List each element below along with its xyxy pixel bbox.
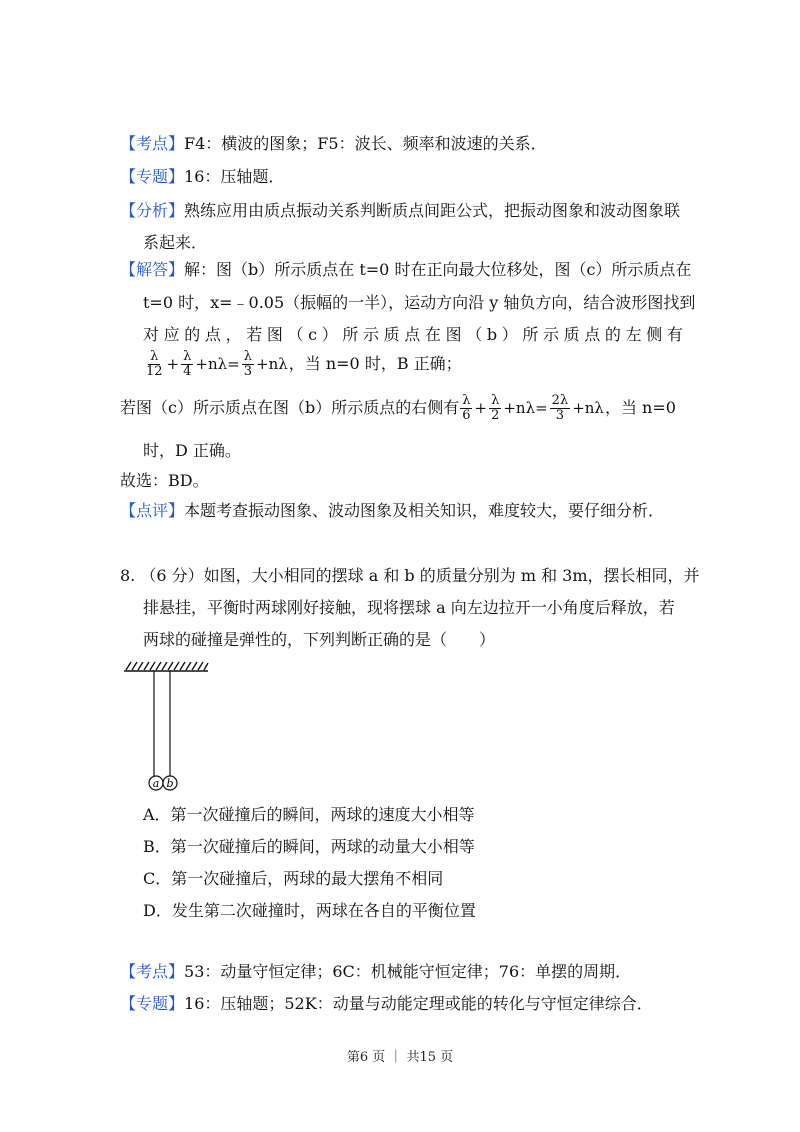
option-a: A．第一次碰撞后的瞬间，两球的速度大小相等 <box>143 805 475 824</box>
dianping-tag: 【点评】 <box>120 501 185 520</box>
kaodian-tag: 【考点】 <box>120 134 185 153</box>
zhuanti-2-line <box>120 993 653 1015</box>
option-c: C．第一次碰撞后，两球的最大摆角不相同 <box>143 869 444 888</box>
jieda-line-3-char: ） <box>501 325 518 344</box>
fraction: $\frac{\lambda}{3}$ <box>243 349 252 379</box>
jieda-line-2: t=0 时，x=﹣0.05（振幅的一半），运动方向沿 y 轴负方向，结合波形图找到 <box>143 293 696 312</box>
zhuanti-tag: 【专题】 <box>120 167 185 186</box>
jieda-line-3-char: 点 <box>204 325 221 344</box>
zhuanti-2-tag: 【专题】 <box>120 994 185 1013</box>
fraction: $\frac{\lambda}{2}$ <box>491 393 500 423</box>
jieda-line-3-char: 示 <box>543 325 560 344</box>
jieda-line-3-char: 对 <box>143 325 160 344</box>
kaodian-2-tag: 【考点】 <box>120 962 185 981</box>
q8-line-2: 排悬挂，平衡时两球刚好接触，现将摆球 a 向左边拉开一小角度后释放，若 <box>143 598 675 617</box>
jieda-line-1 <box>120 259 691 281</box>
jieda-line-3-char: 质 <box>563 325 580 344</box>
jieda-line-3-char: 质 <box>383 325 400 344</box>
option-b: B．第一次碰撞后的瞬间，两球的动量大小相等 <box>143 837 475 856</box>
ceiling-hatch <box>124 662 208 671</box>
jieda-line-3-char: 的 <box>604 325 621 344</box>
kaodian-2-text: 53：动量守恒定律；6C：机械能守恒定律；76：单摆的周期． <box>184 962 632 981</box>
equation-1: $\frac{\lambda}{12}$ + $\frac{\lambda}{4}$ +nλ= $\frac{\lambda}{3}$ +nλ，当 n=0 时，B 正确； <box>146 349 462 379</box>
jieda-line-3-char: 有 <box>666 325 683 344</box>
jieda-line-3-char: ） <box>321 325 338 344</box>
jieda-line-3-char: c <box>308 325 318 344</box>
jieda-line-3-char: 的 <box>184 325 201 344</box>
kaodian-2-line <box>120 961 631 983</box>
pendulum-figure <box>118 655 218 797</box>
jieda-line-6: 时，D 正确。 <box>143 441 241 460</box>
jieda-line-3-char: 点 <box>584 325 601 344</box>
jieda-line-3-char: 图 <box>266 325 283 344</box>
kaodian-text: F4：横波的图象；F5：波长、频率和波速的关系． <box>184 134 547 153</box>
fraction: $\frac{\lambda}{12}$ <box>146 349 163 379</box>
ball-b-label: b <box>166 777 174 790</box>
zhuanti-2-text: 16：压轴题；52K：动量与动能定理或能的转化与守恒定律综合． <box>184 994 653 1013</box>
fraction: $\frac{\lambda}{6}$ <box>462 393 471 423</box>
fraction: $\frac{\lambda}{4}$ <box>183 349 192 379</box>
fenxi-text: 熟练应用由质点振动关系判断质点间距公式，把振动图象和波动图象联 <box>184 201 681 220</box>
fenxi-line-2: 系起来． <box>143 233 208 252</box>
fenxi-line <box>120 200 680 222</box>
fraction: $\frac{2\lambda}{3}$ <box>551 393 569 423</box>
jieda-line-3-char: 若 <box>246 325 263 344</box>
jieda-tag: 【解答】 <box>120 260 185 279</box>
equation-2-line: 若图（c）所示质点在图（b）所示质点的右侧有 $\frac{\lambda}{6}$ + $\frac{\lambda}{2}$ +nλ= $\frac{2\lambda}{3}$ +nλ，当 n=0 <box>120 393 676 423</box>
jieda-line-3-char: 点 <box>404 325 421 344</box>
jieda-line-3 <box>143 324 683 346</box>
jieda-line-3-char: 左 <box>625 325 642 344</box>
answer-line: 故选：BD。 <box>120 471 209 490</box>
jieda-line-3-char: 在 <box>424 325 441 344</box>
ball-a-label: a <box>152 777 160 790</box>
zhuanti-text: 16：压轴题． <box>184 167 285 186</box>
jieda-line-3-char: 应 <box>163 325 180 344</box>
fenxi-tag: 【分析】 <box>120 201 185 220</box>
jieda-line-3-char: （ <box>287 325 304 344</box>
dianping-text: 本题考查振动图象、波动图象及相关知识，难度较大，要仔细分析． <box>184 501 665 520</box>
dianping-line <box>120 500 664 522</box>
jieda-line-3-char: 所 <box>342 325 359 344</box>
jieda-line-3-char: 所 <box>522 325 539 344</box>
jieda-line-3-char: （ <box>466 325 483 344</box>
option-d: D．发生第二次碰撞时，两球在各自的平衡位置 <box>143 901 476 920</box>
jieda-line-3-char: 示 <box>363 325 380 344</box>
jieda-text-1: 解：图（b）所示质点在 t=0 时在正向最大位移处，图（c）所示质点在 <box>184 260 692 279</box>
jieda-line-3-char: 图 <box>445 325 462 344</box>
jieda-line-3-char: 侧 <box>646 325 663 344</box>
q8-line-3: 两球的碰撞是弹性的，下列判断正确的是（ ） <box>143 630 496 649</box>
zhuanti-line <box>120 166 284 188</box>
kaodian-line <box>120 133 547 155</box>
page-footer: 第6 页 ｜ 共15 页 <box>346 1050 454 1065</box>
jieda-line-3-char: ， <box>225 325 242 344</box>
q8-line-1: 8. （6 分）如图，大小相同的摆球 a 和 b 的质量分别为 m 和 3m，摆长相同，并 <box>120 566 700 585</box>
jieda-line-3-char: b <box>486 325 498 344</box>
